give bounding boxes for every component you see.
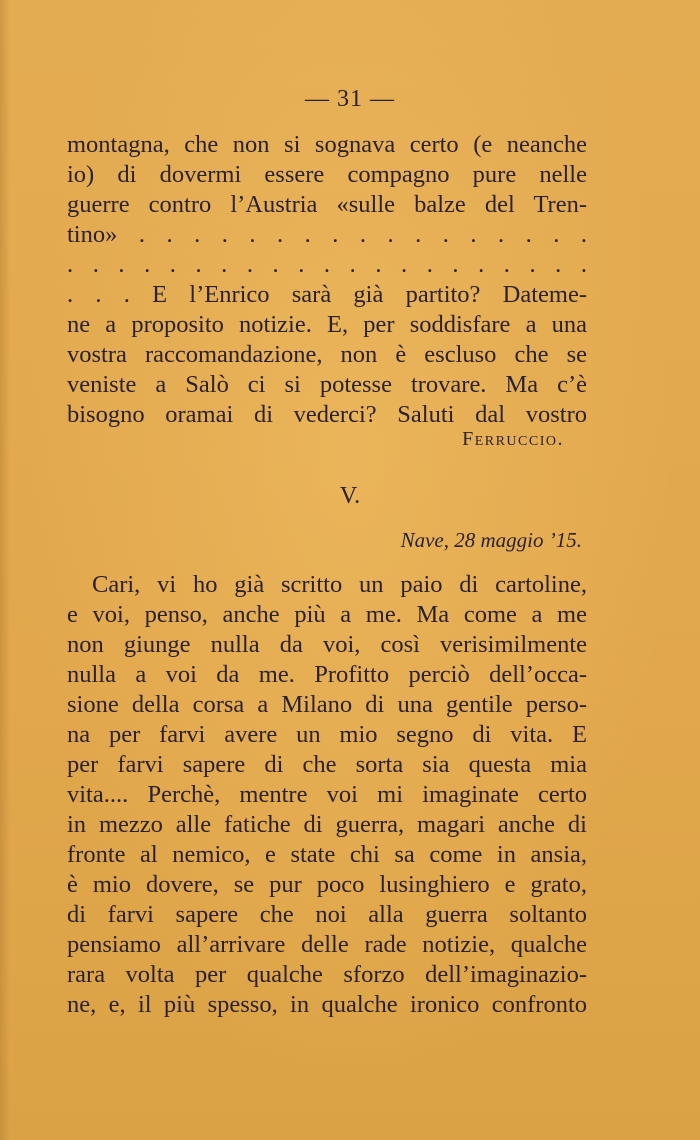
text-line: guerre contro l’Austria «sulle balze del Tren- bbox=[67, 191, 587, 218]
text-line-ellipsis: . . . . . . . . . . . . . . . . . . . . . bbox=[67, 251, 587, 278]
section-heading: V. bbox=[339, 483, 361, 509]
text-line: è mio dovere, se pur poco lusinghiero e grato, bbox=[67, 871, 587, 898]
text-line: per farvi sapere di che sorta sia questa mia bbox=[67, 751, 587, 778]
page-edge-shadow bbox=[0, 0, 10, 1140]
text-line: io) di dovermi essere compagno pure nelle bbox=[67, 161, 587, 188]
text-line: bisogno oramai di vederci? Saluti dal vostro bbox=[67, 401, 587, 428]
text-line: sione della corsa a Milano di una gentile perso- bbox=[67, 691, 587, 718]
text-line: montagna, che non si sognava certo (e neanche bbox=[67, 131, 587, 158]
text-line: in mezzo alle fatiche di guerra, magari anche di bbox=[67, 811, 587, 838]
text-line: na per farvi avere un mio segno di vita. E bbox=[67, 721, 587, 748]
text-line: di farvi sapere che noi alla guerra soltanto bbox=[67, 901, 587, 928]
text-line: ne, e, il più spesso, in qualche ironico confronto bbox=[67, 991, 587, 1018]
dateline: Nave, 28 maggio ’15. bbox=[400, 528, 582, 552]
text-line: nulla a voi da me. Profitto perciò dell’occa- bbox=[67, 661, 587, 688]
text-line: pensiamo all’arrivare delle rade notizie, qualche bbox=[67, 931, 587, 958]
text-line: . . . E l’Enrico sarà già partito? Dateme- bbox=[67, 281, 587, 308]
text-line: fronte al nemico, e state chi sa come in ansia, bbox=[67, 841, 587, 868]
text-line: veniste a Salò ci si potesse trovare. Ma c’è bbox=[67, 371, 587, 398]
page-number: — 31 — bbox=[305, 86, 395, 112]
text-line: vita.... Perchè, mentre voi mi imaginate certo bbox=[67, 781, 587, 808]
text-line: non giunge nulla da voi, così verisimilmente bbox=[67, 631, 587, 658]
text-line: rara volta per qualche sforzo dell’imaginazio- bbox=[67, 961, 587, 988]
signature: Ferruccio. bbox=[462, 428, 564, 450]
text-line: Cari, vi ho già scritto un paio di cartoline, bbox=[92, 571, 587, 598]
text-line: vostra raccomandazione, non è escluso che se bbox=[67, 341, 587, 368]
text-line-ellipsis: tino» . . . . . . . . . . . . . . . . . bbox=[67, 221, 587, 248]
text-line: ne a proposito notizie. E, per soddisfare a una bbox=[67, 311, 587, 338]
text-line: e voi, penso, anche più a me. Ma come a me bbox=[67, 601, 587, 628]
